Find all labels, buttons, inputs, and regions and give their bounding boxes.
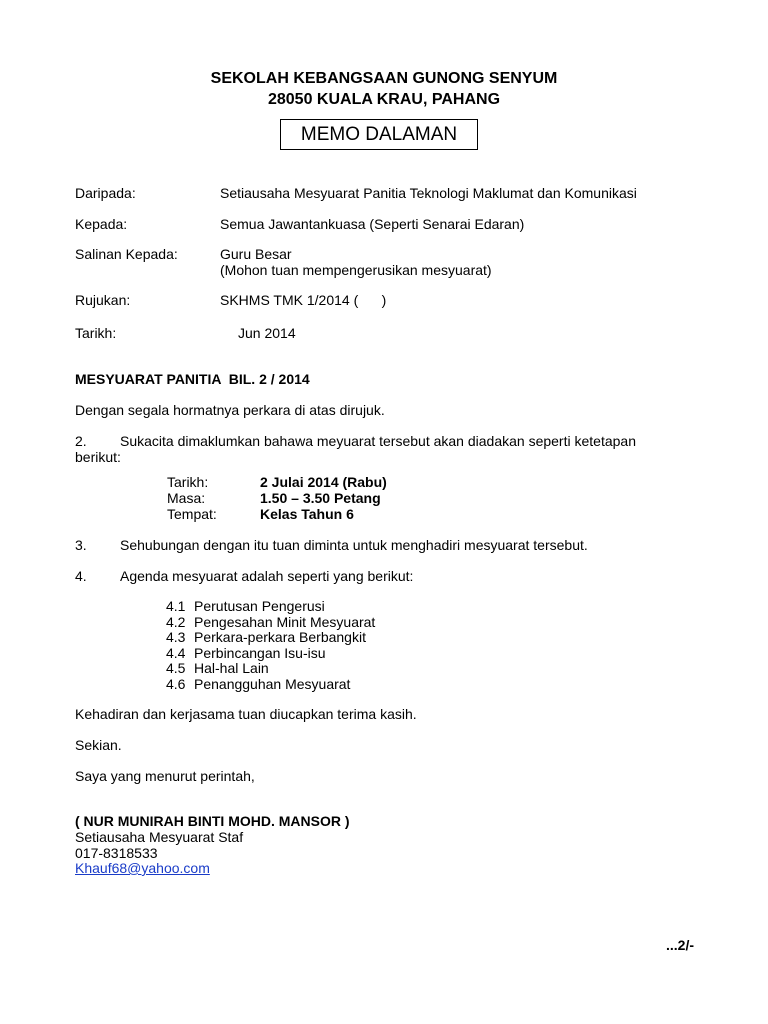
agenda-item-num: 4.5 [166,660,186,676]
detail-value-tarikh: 2 Julai 2014 (Rabu) [260,474,387,490]
closing-sekian: Sekian. [75,737,122,753]
signatory-title: Setiausaha Mesyuarat Staf [75,829,244,845]
field-value-rujukan: SKHMS TMK 1/2014 ( ) [220,292,387,308]
agenda-item-num: 4.4 [166,645,186,661]
field-label-kepada: Kepada: [75,216,128,232]
agenda-item-text: Hal-hal Lain [194,660,269,676]
agenda-item-text: Pengesahan Minit Mesyuarat [194,614,376,630]
detail-label-tempat: Tempat: [167,506,217,522]
field-value-tarikh: Jun 2014 [238,325,296,341]
agenda-item-num: 4.2 [166,614,186,630]
field-value-daripada: Setiausaha Mesyuarat Panitia Teknologi Maklumat dan Komunikasi [220,185,637,201]
memo-subject: MESYUARAT PANITIA BIL. 2 / 2014 [75,371,310,387]
field-label-rujukan: Rujukan: [75,292,131,308]
field-value-salinan-note: (Mohon tuan mempengerusikan mesyuarat) [220,262,492,278]
agenda-item-text: Penangguhan Mesyuarat [194,676,351,692]
field-value-kepada: Semua Jawantankuasa (Seperti Senarai Edaran) [220,216,525,232]
signatory-name: ( NUR MUNIRAH BINTI MOHD. MANSOR ) [75,813,350,829]
agenda-item-num: 4.6 [166,676,186,692]
memo-title: MEMO DALAMAN [280,119,478,150]
agenda-item-text: Perbincangan Isu-isu [194,645,326,661]
agenda-item-text: Perkara-perkara Berbangkit [194,629,366,645]
field-label-salinan: Salinan Kepada: [75,246,178,262]
agenda-item-num: 4.1 [166,598,186,614]
signatory-email-link[interactable]: Khauf68@yahoo.com [75,860,210,876]
closing-saya: Saya yang menurut perintah, [75,768,255,784]
para-3-text: Sehubungan dengan itu tuan diminta untuk menghadiri mesyuarat tersebut. [120,537,588,553]
field-label-tarikh: Tarikh: [75,325,117,341]
detail-label-masa: Masa: [167,490,206,506]
para-2-line1: Sukacita dimaklumkan bahawa meyuarat tersebut akan diadakan seperti ketetapan [120,433,636,449]
para-4-text: Agenda mesyuarat adalah seperti yang berikut: [120,568,414,584]
para-2-line2: berikut: [75,449,121,465]
para-4-number: 4. [75,568,87,584]
school-name: SEKOLAH KEBANGSAAN GUNONG SENYUM [210,70,558,87]
agenda-item-text: Perutusan Pengerusi [194,598,325,614]
signatory-phone: 017-8318533 [75,845,158,861]
field-value-salinan: Guru Besar [220,246,292,262]
page-continuation-marker: ...2/- [666,937,695,953]
detail-label-tarikh: Tarikh: [167,474,209,490]
agenda-item-num: 4.3 [166,629,186,645]
field-label-daripada: Daripada: [75,185,136,201]
detail-value-masa: 1.50 – 3.50 Petang [260,490,381,506]
para-2-number: 2. [75,433,87,449]
detail-value-tempat: Kelas Tahun 6 [260,506,354,522]
school-address: 28050 KUALA KRAU, PAHANG [267,91,501,108]
intro-text: Dengan segala hormatnya perkara di atas dirujuk. [75,402,385,418]
closing-thanks: Kehadiran dan kerjasama tuan diucapkan terima kasih. [75,706,417,722]
para-3-number: 3. [75,537,87,553]
